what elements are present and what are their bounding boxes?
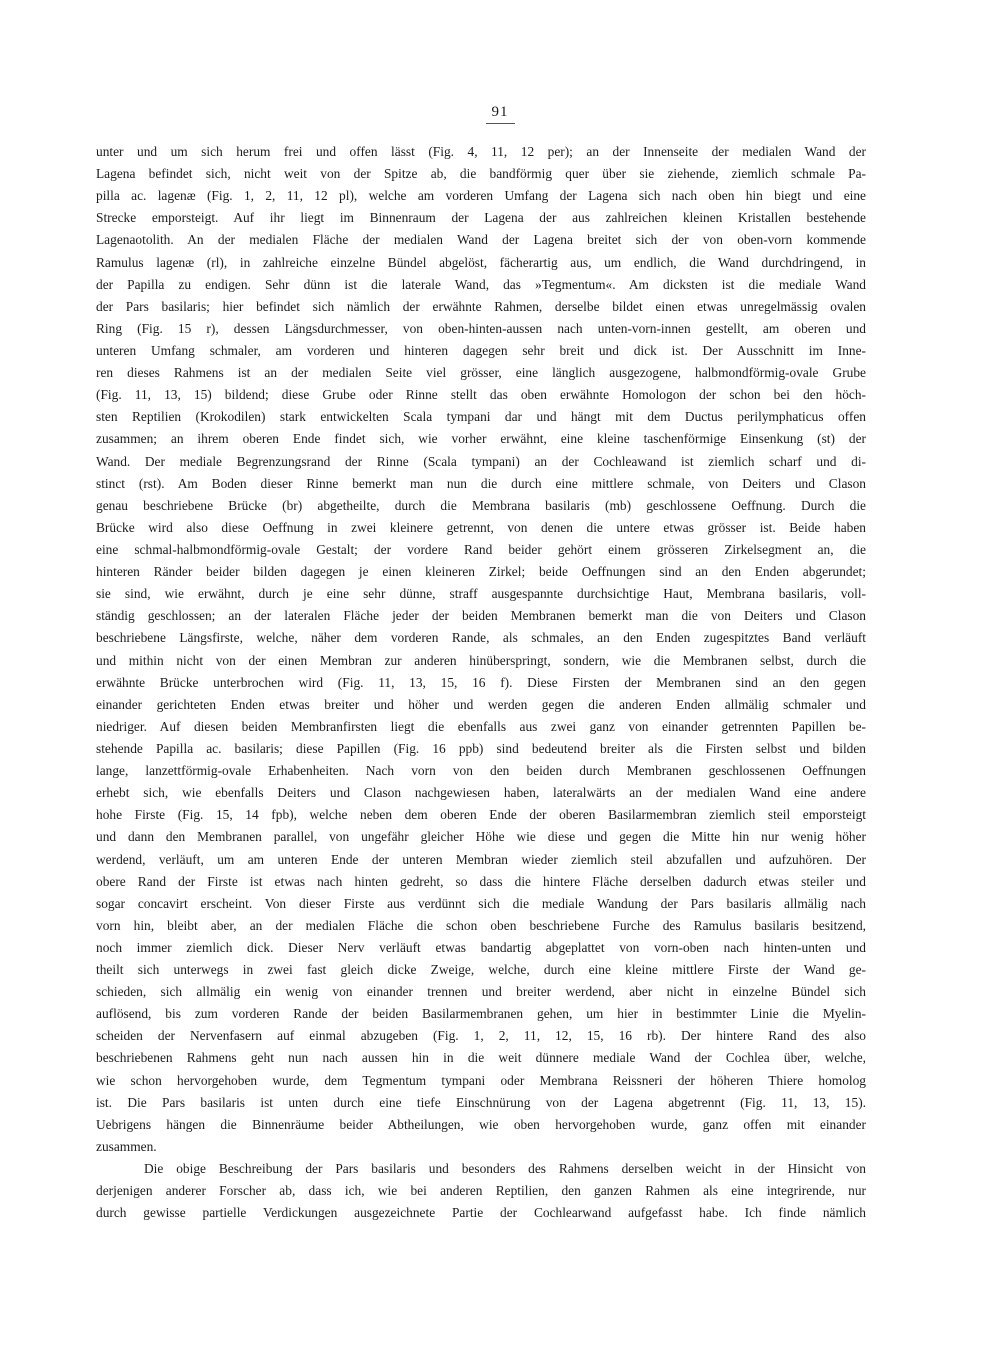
text-line: erhebt sich, wie ebenfalls Deiters und Clason nachgewiesen haben, lateralwärts an der medialen Wand eine andere (96, 785, 866, 801)
text-line: ren dieses Rahmens ist an der medialen Seite viel grösser, eine länglich ausgezogene, halbmondförmig-ovale Grube (96, 365, 866, 381)
text-line: beschriebene Längsfirste, welche, näher dem vorderen Rande, als schmales, an den Enden zugespitztes Band verläuft (96, 630, 866, 646)
text-line: hinteren Ränder beider bilden dagegen je einen kleineren Zirkel; beide Oeffnungen sind an den Enden abgerundet; (96, 564, 866, 580)
text-line: Uebrigens hängen die Binnenräume beider Abtheilungen, wie oben hervorgehoben wurde, ganz offen mit einander (96, 1116, 866, 1132)
text-line: Strecke emporsteigt. Auf ihr liegt im Binnenraum der Lagena der aus zahlreichen kleinen Kristallen bestehende (96, 210, 866, 226)
text-line: niedriger. Auf diesen beiden Membranfirsten liegt die ebenfalls aus zwei ganz von einander getrennten Papillen be- (96, 718, 866, 734)
text-line: wie schon hervorgehoben wurde, dem Tegmentum tympani oder Membrana Reissneri der höheren Thiere homolog (96, 1072, 866, 1088)
body-text (96, 141, 866, 1224)
text-line: sie sind, wie erwähnt, durch je eine sehr dünne, straff ausgespannte durchsichtige Haut, Membrana basilaris, voll- (96, 586, 866, 602)
text-line: auflösend, bis zum vorderen Rande der beiden Basilarmembranen gehen, um hier in bestimmter Linie die Myelin- (96, 1006, 866, 1022)
text-line: lange, lanzettförmig-ovale Erhabenheiten. Nach vorn von den beiden durch Membranen geschlossenen Oeffnungen (96, 763, 866, 779)
text-line: unter und um sich herum frei und offen lässt (Fig. 4, 11, 12 per); an der Innenseite der medialen Wand der (96, 144, 866, 159)
text-line: Die obige Beschreibung der Pars basilaris und besonders des Rahmens derselben weicht in der Hinsicht von (144, 1161, 866, 1177)
text-line: obere Rand der Firste ist etwas nach hinten gedreht, so dass die hintere Fläche derselben dadurch etwas steiler und (96, 873, 866, 889)
text-line: und dann den Membranen parallel, von ungefähr gleicher Höhe wie diese und gegen die Mitte hin nur wenig höher (96, 829, 866, 845)
text-line: derjenigen anderer Forscher ab, dass ich, wie bei anderen Reptilien, den ganzen Rahmen als eine integrirende, nur (96, 1183, 866, 1199)
text-line: hohe Firste (Fig. 15, 14 fpb), welche neben dem oberen Ende der oberen Basilarmembran ziemlich steil emporsteigt (96, 807, 866, 823)
text-line: und mithin nicht von der einen Membran zur anderen hinüberspringt, sondern, wie die Membranen selbst, durch die (96, 652, 866, 668)
text-line: stinct (rst). Am Boden dieser Rinne bemerkt man nun die durch eine mittlere schmale, von Deiters und Clason (96, 475, 866, 491)
text-line: stehende Papilla ac. basilaris; diese Papillen (Fig. 16 ppb) sind bedeutend breiter als die Firsten selbst und bilden (96, 740, 866, 756)
text-line: ständig geschlossen; an der lateralen Fläche jeder der beiden Membranen bemerkt man die von Deiters und Clason (96, 608, 866, 624)
text-line: werdend, verläuft, um am unteren Ende der unteren Membran wieder ziemlich steil abzufallen und aufzuhören. Der (96, 851, 866, 867)
text-line: Ramulus lagenæ (rl), in zahlreiche einzelne Bündel abgelöst, fächerartig aus, um endlich, die Wand durchdringend, in (96, 254, 866, 270)
text-line: vorn hin, bleibt aber, an der medialen Fläche die schon oben beschriebene Furche des Ramulus basilaris besitzend, (96, 917, 866, 933)
text-line: theilt sich unterwegs in zwei fast gleich dicke Zweige, welche, durch eine kleine mittlere Firste der Wand ge- (96, 962, 866, 978)
text-line: pilla ac. lagenæ (Fig. 1, 2, 11, 12 pl), welche am vorderen Umfang der Lagena sich nach oben hin biegt und eine (96, 188, 866, 204)
text-line: (Fig. 11, 13, 15) bildend; diese Grube oder Rinne stellt das oben erwähnte Homologon der schon bei den höch- (96, 387, 866, 403)
text-line: Wand. Der mediale Begrenzungsrand der Rinne (Scala tympani) an der Cochleawand ist ziemlich scharf und di- (96, 453, 866, 469)
page-number: 91 (0, 104, 1000, 124)
text-line: scheiden der Nervenfasern auf einmal abzugeben (Fig. 1, 2, 11, 12, 15, 16 rb). Der hintere Rand des also (96, 1028, 866, 1044)
text-line: Lagenaotolith. An der medialen Fläche der medialen Wand der Lagena breitet sich der von oben-vorn kommende (96, 232, 866, 248)
text-line: sogar concavirt erscheint. Von dieser Firste aus verdünnt sich die mediale Wandung der Pars basilaris allmälig nach (96, 895, 866, 911)
text-line: Ring (Fig. 15 r), dessen Längsdurchmesser, von oben-hinten-aussen nach unten-vorn-innen gestellt, am oberen und (96, 320, 866, 336)
text-line: durch gewisse partielle Verdickungen ausgezeichnete Partie der Cochlearwand aufgefasst habe. Ich finde nämlich (96, 1205, 866, 1221)
text-line: erwähnte Brücke unterbrochen wird (Fig. 11, 13, 15, 16 f). Diese Firsten der Membranen sind an den gegen (96, 674, 866, 690)
text-line: Lagena befindet sich, nicht weit von der Spitze ab, die bandförmig quer über sie ziehende, ziemlich schmale Pa- (96, 166, 866, 182)
text-line: noch immer ziemlich dick. Dieser Nerv verläuft etwas bandartig abgeplattet von vorn-oben nach hinten-unten und (96, 939, 866, 955)
text-line: genau beschriebene Brücke (br) abgetheilte, durch die Membrana basilaris (mb) geschlossene Oeffnung. Durch die (96, 497, 866, 513)
text-line: der Papilla zu endigen. Sehr dünn ist die laterale Wand, das »Tegmentum«. Am dicksten ist die mediale Wand (96, 276, 866, 292)
text-line: ist. Die Pars basilaris ist unten durch eine tiefe Einschnürung von der Lagena abgetrennt (Fig. 11, 13, 15). (96, 1094, 866, 1110)
text-line: schieden, sich allmälig ein wenig von einander trennen und breiter werdend, aber nicht in einzelne Bündel sich (96, 984, 866, 1000)
text-line: Brücke wird also diese Oeffnung in zwei kleinere getrennt, von denen die untere etwas grösser ist. Beide haben (96, 519, 866, 535)
text-line: zusammen. (96, 1138, 157, 1154)
text-line: einander gerichteten Enden etwas breiter und höher und werden gegen die anderen Enden allmälig schmaler und (96, 696, 866, 712)
text-line: der Pars basilaris; hier befindet sich nämlich der erwähnte Rahmen, derselbe bildet einen etwas unregelmässig ovalen (96, 298, 866, 314)
text-line: beschriebenen Rahmens geht nun nach aussen hin in die weit dünnere mediale Wand der Cochlea über, welche, (96, 1050, 866, 1066)
text-line: unteren Umfang schmaler, am vorderen und hinteren dagegen sehr breit und dick ist. Der Ausschnitt im Inne- (96, 342, 866, 358)
text-line: zusammen; an ihrem oberen Ende findet sich, wie vorher erwähnt, eine kleine taschenförmige Einsenkung (st) der (96, 431, 866, 447)
text-line: eine schmal-halbmondförmig-ovale Gestalt; der vordere Rand beider gehört einem grösseren Zirkelsegment an, die (96, 541, 866, 557)
text-line: sten Reptilien (Krokodilen) stark entwickelten Scala tympani dar und hängt mit dem Ductus perilymphaticus offen (96, 409, 866, 425)
